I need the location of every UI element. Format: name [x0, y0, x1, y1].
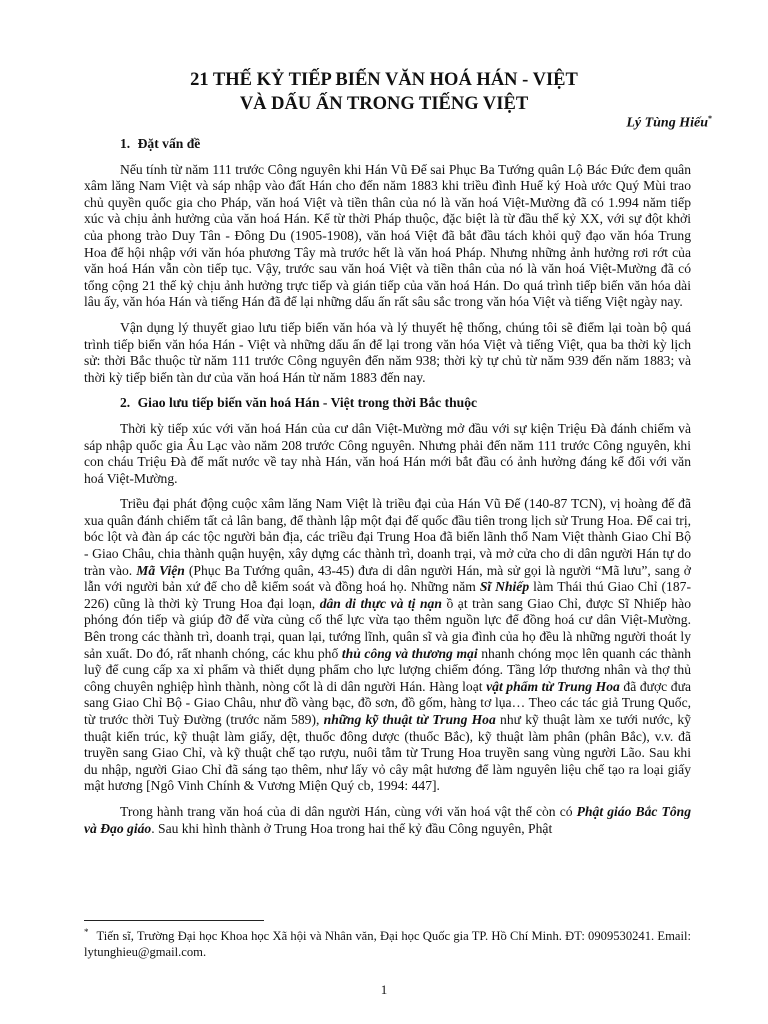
section-1-heading	[84, 136, 691, 153]
section-1-title: Đặt vấn đề	[137, 136, 201, 151]
p2-text-b: (Phục Ba Tướng quân, 43-45) đưa di dân người Hán, mà sử gọi là người “Mã lưu”, sang ở lẫn với người bản xứ để cho dễ kiểm soát và đồng hoá họ. Những năm	[84, 562, 691, 595]
p2-text-c: làm Thái thú Giao Chỉ (187-226) cũng là thời kỳ Trung Hoa đại loạn,	[84, 579, 691, 611]
title-line-2: VÀ DẤU ẤN TRONG TIẾNG VIỆT	[239, 94, 529, 114]
section-2-paragraph-2	[84, 496, 691, 795]
page-number: 1	[380, 982, 388, 997]
section-2-heading	[84, 395, 691, 412]
p2-emphasis-thu-cong: thủ công và thương mại	[341, 645, 478, 661]
p2-text-a: Triều đại phát động cuộc xâm lăng Nam Việt là triều đại của Hán Vũ Đế (140-87 TCN), vị hoàng đế đã xua quân đánh chiếm tất cả lân bang, để thành lập một đại đế quốc đầu tiên trong lịch sử Trung Hoa. Để cai trị, bóc lột và đàn áp các tộc người bản địa, các triều đại Trung Hoa đã biến lãnh thổ Nam Việt thành Giao Chỉ Bộ - Giao Châu, chia thành quận huyện, xây dựng các thành trì, doanh trại, và mở cửa cho di dân người Hán tự do tràn vào.	[84, 496, 691, 578]
section-2-title: Giao lưu tiếp biến văn hoá Hán - Việt trong thời Bắc thuộc	[137, 395, 478, 411]
section-2-paragraph-3	[84, 804, 691, 837]
section-2-number: 2.	[120, 395, 131, 411]
section-1-paragraph-1: Nếu tính từ năm 111 trước Công nguyên khi Hán Vũ Đế sai Phục Ba Tướng quân Lộ Bác Đức đem quân xâm lăng Nam Việt và sáp nhập vào đất Hán cho đến năm 1883 khi triều đình Huế ký Hoà ước Quý Mùi trao chủ quyền quốc gia cho Pháp, văn hoá Việt và tiền thân của nó là văn hoá Việt-Mường đã có 1.994 năm tiếp xúc và chịu ảnh hưởng của văn hoá Hán. Kể từ thời Pháp thuộc, đặc biệt là từ đầu thế kỷ XX, với sự đột khởi của phong trào Duy Tân - Đông Du (1905-1908), văn hoá Việt đã bắt đầu tách khỏi quỹ đạo văn hóa Trung Hoa để hội nhập với văn hóa phương Tây mà trước hết là văn hoá Pháp. Nhưng những ảnh hưởng rơi rớt của văn hoá Hán vẫn còn tiếp tục. Vậy, trước sau văn hoá Việt và tiền thân của nó là văn hoá Việt-Mường đã có tổng cộng 21 thế kỷ chịu ảnh hưởng trực tiếp và gián tiếp của văn hoá Hán. Do quá trình tiếp biến văn hóa dài lâu ấy, văn hóa Hán và tiếng Hán đã để lại những dấu ấn rất sâu sắc trong văn hóa Việt và tiếng Việt ngày nay.	[84, 161, 691, 310]
p2-text-g: đã được đưa sang Giao Chỉ Bộ - Giao Châu, như đồ vàng bạc, đồ sơn, đồ gốm, hàng tơ lụa… Theo các tác giả Trung Quốc, từ trước thời Tuỳ Đường (trước năm 589),	[84, 678, 691, 727]
p3-text-a: Trong hành trang văn hoá của di dân người Hán, cùng với văn hoá vật thể còn có	[120, 803, 573, 819]
title-line-1: 21 THẾ KỶ TIẾP BIẾN VĂN HOÁ HÁN - VIỆT	[190, 70, 578, 90]
p3-emphasis-phat-giao: Phật giáo Bắc Tông và Đạo giáo	[84, 803, 691, 836]
section-2-paragraph-1: Thời kỳ tiếp xúc với văn hoá Hán của cư dân Việt-Mường mở đầu với sự kiện Triệu Đà đánh chiếm và sáp nhập quốc gia Âu Lạc vào năm 208 trước Công nguyên. Nhưng phải đến năm 111 trước Công nguyên, khi con cháu Triệu Đà để mất nước về tay nhà Hán, văn hoá Hán mới bắt đầu có ảnh hưởng đáng kể đối với văn hoá Việt-Mường.	[84, 420, 691, 486]
author	[626, 114, 712, 132]
p2-text-d: ồ ạt tràn sang Giao Chỉ, được Sĩ Nhiếp hào phóng đón tiếp và giúp đỡ để vừa củng cố thế lực vừa tạo thêm nguồn lực để đồng hoá cư dân Việt-Mường. Bên trong các thành trì, doanh trại, quan lại, tướng lĩnh, quân sĩ và gia đình của họ đều là những người thoát ly sản xuất. Do đó, rất nhanh chóng, các khu phố	[84, 595, 691, 661]
p2-text-f: nhanh chóng mọc lên quanh các thành luỹ để cung cấp xa xỉ phẩm và thiết dụng phẩm cho lực lượng chiếm đóng. Tầng lớp thương nhân và thợ thủ công chuyên nghiệp hình thành, nòng cốt là di dân người Hán. Hàng loạt	[84, 645, 691, 694]
p2-text-h: như kỹ thuật làm xe tưới nước, kỹ thuật kiến trúc, kỹ thuật làm giấy, dệt, thuốc đông dược (thuốc Bắc), kỹ thuật làm phân (phân Bắc), v.v. đã truyền sang Giao Chỉ, và kỹ thuật chế tạo rượu, nuôi tằm từ Trung Hoa truyền sang vùng người Lão. Sau khi du nhập, người Giao Chỉ đã sáng tạo thêm, như lấy vỏ cây mật hương để làm nguyên liệu chế tạo ra loại giấy mật hương [Ngô Vinh Chính & Vương Miện Quý cb, 1994: 447].	[84, 712, 692, 794]
p2-emphasis-ma-vien: Mã Viện	[136, 562, 185, 578]
footnote-divider	[84, 920, 264, 921]
p3-text-b: . Sau khi hình thành ở Trung Hoa trong hai thế kỷ đầu Công nguyên, Phật	[151, 820, 553, 836]
footnote-text: Tiến sĩ, Trường Đại học Khoa học Xã hội và Nhân văn, Đại học Quốc gia TP. Hồ Chí Minh. ĐT: 0909530241. Email: lytunghieu@gmail.com.	[84, 929, 691, 959]
p2-emphasis-vat-pham: vật phẩm từ Trung Hoa	[486, 678, 620, 694]
p2-emphasis-si-nhiep: Sĩ Nhiếp	[479, 579, 530, 595]
footnote-mark: *	[84, 927, 89, 937]
document-body	[84, 136, 691, 846]
section-1-paragraph-2: Vận dụng lý thuyết giao lưu tiếp biến văn hóa và lý thuyết hệ thống, chúng tôi sẽ điểm lại toàn bộ quá trình tiếp biến văn hóa Hán - Việt và những dấu ấn để lại trong văn hóa Việt và tiếng Việt, qua ba thời kỳ lịch sử: thời Bắc thuộc từ năm 111 trước Công nguyên đến năm 938; thời kỳ tự chủ từ năm 939 đến năm 1883; và thời kỳ tiếp biến tàn dư của văn hoá Hán từ năm 1883 đến nay.	[84, 319, 691, 385]
author-name: Lý Tùng Hiếu	[626, 115, 708, 131]
footnote	[84, 925, 691, 960]
p2-emphasis-dan-di-thuc: dân di thực và tị nạn	[319, 595, 442, 611]
p2-emphasis-ky-thuat: những kỹ thuật từ Trung Hoa	[323, 712, 496, 727]
section-1-number: 1.	[120, 136, 131, 151]
author-footnote-mark: *	[708, 114, 712, 123]
